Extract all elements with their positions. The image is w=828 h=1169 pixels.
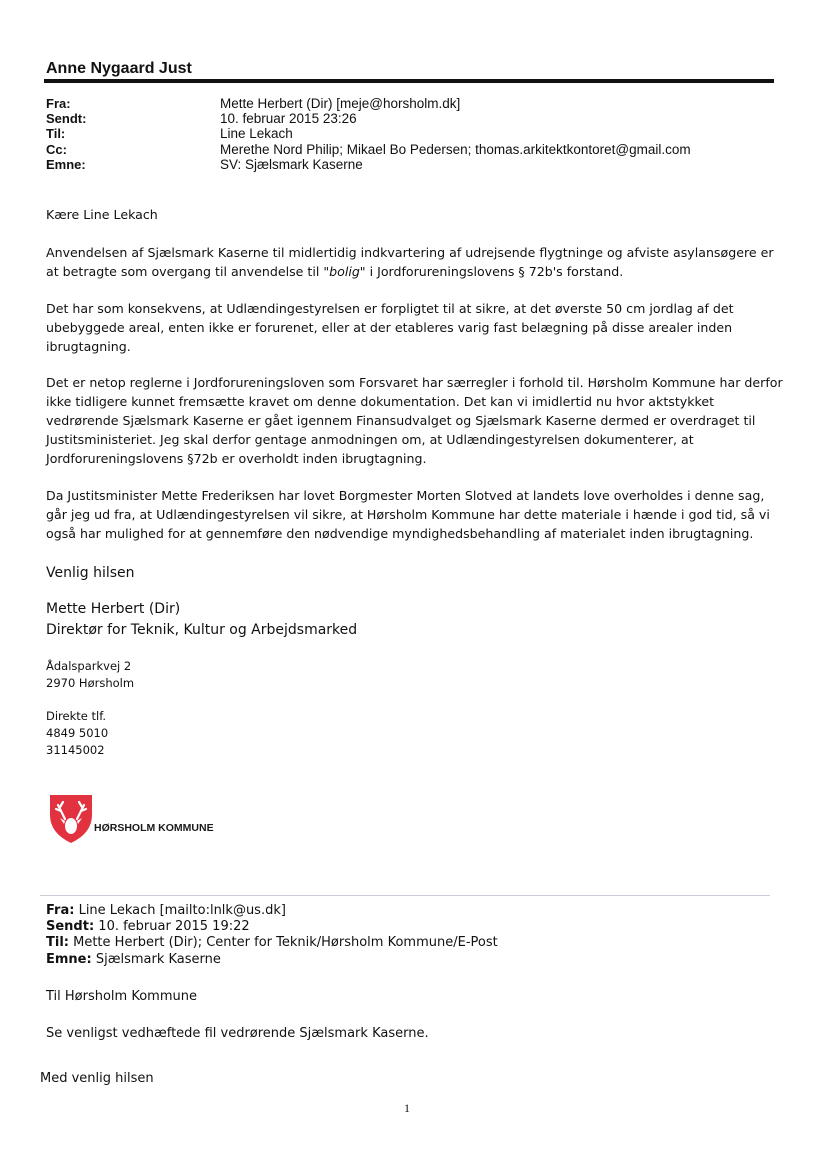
- signature-name: Mette Herbert (Dir): [46, 601, 181, 617]
- owner-underline: [44, 79, 774, 83]
- horsholm-logo: [48, 793, 228, 845]
- fwd-from-value: Line Lekach [mailto:lnlk@us.dk]: [78, 903, 286, 918]
- paragraph-1-suffix: i Jordforureningslovens § 72b's forstand.: [365, 264, 624, 279]
- to-value: Line Lekach: [220, 126, 293, 141]
- greeting: Kære Line Lekach: [46, 207, 158, 222]
- paragraph-2: Det har som konsekvens, at Udlændingestyrelsen er forpligtet til at sikre, at det øverste 50 cm jordlag af det ubebyggede areal, enten ikke er forurenet, eller at der etableres varig fast belægning på disse arealer inden ibrugtagning.: [46, 301, 734, 354]
- fwd-from-label: Fra:: [46, 903, 75, 918]
- subject-value: SV: Sjælsmark Kaserne: [220, 157, 363, 172]
- phone-1: 4849 5010: [46, 726, 109, 740]
- page-number: 1: [404, 1101, 410, 1115]
- deer-shield-icon: [48, 793, 228, 845]
- signature-title: Direktør for Teknik, Kultur og Arbejdsmarked: [46, 622, 358, 638]
- from-value: Mette Herbert (Dir) [meje@horsholm.dk]: [220, 96, 461, 111]
- paragraph-1: [46, 243, 786, 281]
- fwd-to: [46, 935, 498, 951]
- cc-value: Merethe Nord Philip; Mikael Bo Pedersen; thomas.arkitektkontoret@gmail.com: [220, 142, 691, 157]
- logo-text: HØRSHOLM KOMMUNE: [94, 822, 214, 834]
- paragraph-1-text: Anvendelsen af Sjælsmark Kaserne til midlertidig indkvartering af udrejsende flygtninge og afviste asylansøgere er at betragte som overgang til anvendelse til: [46, 245, 774, 279]
- from-label: Fra:: [46, 96, 71, 111]
- phone-2: 31145002: [46, 743, 105, 757]
- address-city: 2970 Hørsholm: [46, 676, 135, 690]
- fwd-subject: [46, 952, 221, 968]
- forward-divider: [40, 895, 770, 896]
- phone-label: Direkte tlf.: [46, 709, 107, 723]
- closing: Venlig hilsen: [46, 565, 135, 581]
- fwd-subject-value: Sjælsmark Kaserne: [95, 952, 221, 967]
- fwd-to-value: Mette Herbert (Dir); Center for Teknik/Hørsholm Kommune/E-Post: [73, 935, 498, 950]
- to-label: Til:: [46, 126, 66, 141]
- fwd-body: Se venligst vedhæftede fil vedrørende Sjælsmark Kaserne.: [46, 1026, 429, 1041]
- fwd-greeting: Til Hørsholm Kommune: [46, 989, 197, 1004]
- fwd-sent: [46, 919, 250, 935]
- address-street: Ådalsparkvej 2: [46, 659, 132, 673]
- fwd-closing: Med venlig hilsen: [40, 1071, 154, 1086]
- mailbox-owner-name: Anne Nygaard Just: [46, 60, 192, 77]
- paragraph-1-emphasis: "bolig": [323, 264, 366, 279]
- fwd-sent-label: Sendt:: [46, 919, 95, 934]
- sent-label: Sendt:: [46, 111, 87, 126]
- subject-label: Emne:: [46, 157, 86, 172]
- sent-value: 10. februar 2015 23:26: [220, 111, 357, 126]
- fwd-sent-value: 10. februar 2015 19:22: [98, 919, 250, 934]
- fwd-from: [46, 903, 286, 919]
- cc-label: Cc:: [46, 142, 67, 157]
- fwd-subject-label: Emne:: [46, 952, 92, 967]
- paragraph-4: Da Justitsminister Mette Frederiksen har lovet Borgmester Morten Slotved at landets love overholdes i denne sag, går jeg ud fra, at Udlændingestyrelsen vil sikre, at Hørsholm Kommune har dette materiale i hænde i god tid, så vi også har mulighed for at gennemføre den nødvendige myndighedsbehandling af materialet inden ibrugtagning.: [46, 488, 770, 541]
- fwd-to-label: Til:: [46, 935, 69, 950]
- paragraph-3: Det er netop reglerne i Jordforureningsloven som Forsvaret har særregler i forhold til. Hørsholm Kommune har derfor ikke tidligere kunnet fremsætte kravet om denne dokumentation. Det kan vi imidlertid nu hvor aktstykket vedrørende Sjælsmark Kaserne er gået igennem Finansudvalget og Sjælsmark Kaserne dermed er overdraget til Justitsministeriet. Jeg skal derfor gentage anmodningen om, at Udlændingestyrelsen dokumenterer, at Jordforureningslovens §72b er overholdt inden ibrugtagning.: [46, 375, 783, 466]
